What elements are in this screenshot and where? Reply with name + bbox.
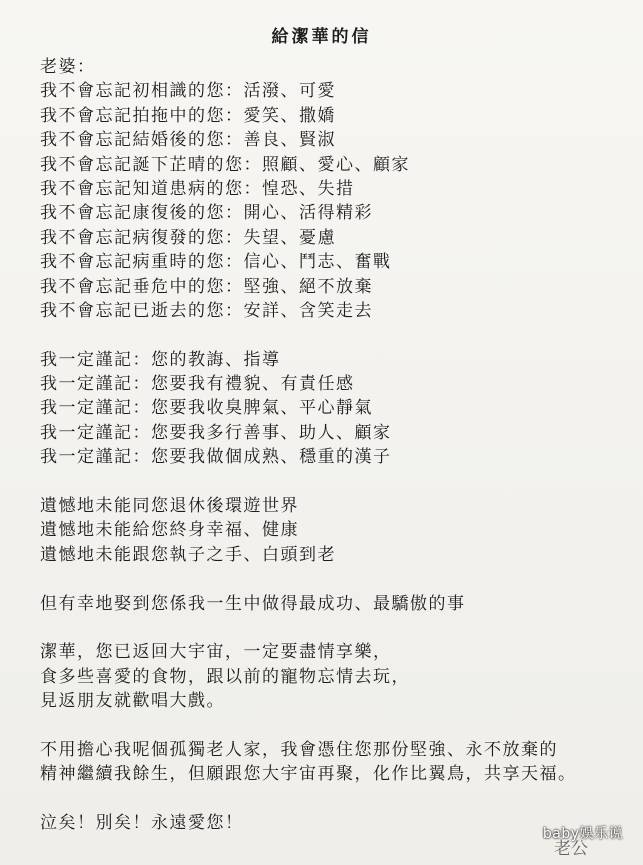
paragraph-gap [40, 470, 620, 494]
section-remember [40, 79, 620, 323]
section-dont-worry [40, 738, 620, 787]
letter-line: 我不會忘記拍拖中的您：愛笑、撒嬌 [40, 105, 336, 126]
letter-line: 食多些喜愛的食物，跟以前的寵物忘情去玩， [40, 666, 410, 687]
paragraph-gap [40, 323, 620, 347]
letter-line: 我不會忘記誕下芷晴的您：照顧、愛心、顧家 [40, 154, 410, 175]
closing-line: 泣矣！別矣！永遠愛您！ [40, 813, 244, 834]
letter-line: 我一定謹記：您要我做個成熟、穩重的漢子 [40, 447, 392, 468]
letter-line: 我不會忘記知道患病的您：惶恐、失措 [40, 178, 355, 199]
letter-title: 給潔華的信 [271, 27, 372, 47]
letter-line: 我一定謹記：您要我多行善事、助人、顧家 [40, 422, 392, 443]
section-regrets [40, 494, 620, 567]
letter-line: 精神繼續我餘生，但願跟您大宇宙再聚，化作比翼鳥，共享天福。 [40, 764, 577, 785]
paragraph-gap [40, 567, 620, 591]
section-fortunate [40, 592, 620, 616]
letter-line: 我不會忘記康復後的您：開心、活得精彩 [40, 203, 373, 224]
section-keep-in-mind [40, 348, 620, 470]
letter-line: 我不會忘記病重時的您：信心、鬥志、奮戰 [40, 252, 392, 273]
letter-line: 我不會忘記垂危中的您：堅強、絕不放棄 [40, 276, 373, 297]
letter-line: 我一定謹記：您要我收臭脾氣、平心靜氣 [40, 398, 373, 419]
watermark: baby娛乐说 [542, 826, 623, 842]
letter-line: 見返朋友就歡唱大戲。 [40, 691, 225, 712]
letter-line: 我一定謹記：您要我有禮貌、有責任感 [40, 374, 355, 395]
letter-line: 潔華，您已返回大宇宙，一定要盡情享樂， [40, 642, 392, 663]
letter-line: 我不會忘記初相識的您：活潑、可愛 [40, 81, 336, 102]
letter-line: 遺憾地未能給您終身幸福、健康 [40, 520, 299, 541]
section-farewell-wishes [40, 640, 620, 713]
letter-line: 不用擔心我呢個孤獨老人家，我會憑住您那份堅強、永不放棄的 [40, 739, 558, 760]
letter-line: 遺憾地未能同您退休後環遊世界 [40, 496, 299, 517]
letter-body [40, 55, 620, 836]
signature: 老公 [554, 839, 588, 859]
letter-line: 我不會忘記病復發的您：失望、憂慮 [40, 227, 336, 248]
letter-line: 但有幸地娶到您係我一生中做得最成功、最驕傲的事 [40, 593, 466, 614]
letter-line: 我一定謹記：您的教誨、指導 [40, 349, 281, 370]
paragraph-gap [40, 714, 620, 738]
salutation: 老婆： [40, 57, 96, 77]
letter-line: 我不會忘記已逝去的您：安詳、含笑走去 [40, 300, 373, 321]
paragraph-gap [40, 616, 620, 640]
letter-line: 我不會忘記結婚後的您：善良、賢淑 [40, 130, 336, 151]
paragraph-gap [40, 787, 620, 811]
letter-line: 遺憾地未能跟您執子之手、白頭到老 [40, 544, 336, 565]
